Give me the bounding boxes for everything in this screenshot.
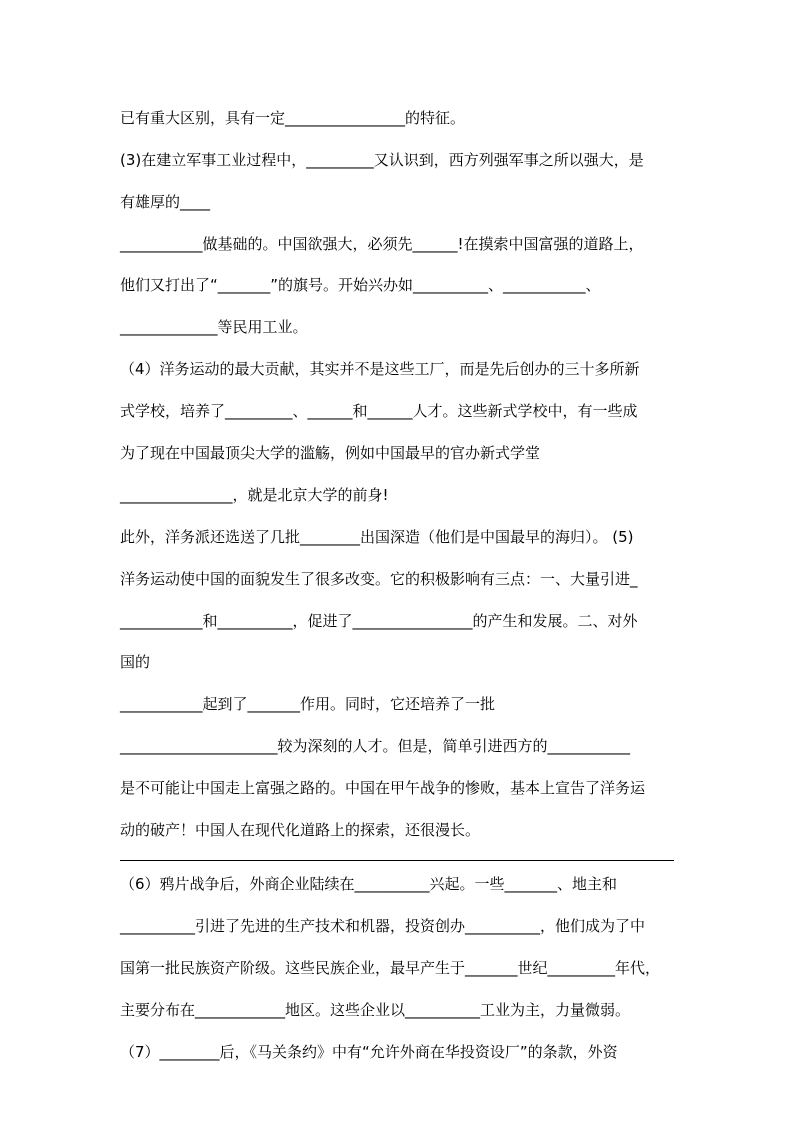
text-line: 国的 <box>120 653 151 671</box>
text-line: 洋务运动使中国的面貌发生了很多改变。它的积极影响有三点：一、大量引进_ <box>120 570 638 588</box>
text-line: 主要分布在____________地区。这些企业以__________工业为主，力量微弱。 <box>120 1001 631 1019</box>
text-line: （4）洋务运动的最大贡献，其实并不是这些工厂，而是先后创办的三十多所新 <box>120 360 640 378</box>
text-line: 已有重大区别，具有一定________________的特征。 <box>120 109 466 127</box>
text-line: 动的破产！中国人在现代化道路上的探索，还很漫长。 <box>120 821 481 839</box>
text-line: __________引进了先进的生产技术和机器，投资创办__________，他们成为了中 <box>120 917 646 935</box>
text-line: 式学校，培养了_________、______和______人才。这些新式学校中，有一些成 <box>120 402 638 420</box>
text-line: _______________，就是北京大学的前身! <box>120 486 389 504</box>
text-line: _____________________较为深刻的人才。但是，简单引进西方的___________ <box>120 737 631 755</box>
text-line: ___________和__________，促进了________________的产生和发展。二、对外 <box>120 612 638 630</box>
text-line: (3)在建立军事工业过程中，_________又认识到，西方列强军事之所以强大，是 <box>120 151 644 169</box>
text-line: （6）鸦片战争后，外商企业陆续在__________兴起。一些_______、地主和 <box>120 875 618 893</box>
text-line: ___________起到了_______作用。同时，它还培养了一批 <box>120 695 496 713</box>
text-line: 他们又打出了“_______”的旗号。开始兴办如__________、___________、 <box>120 276 601 294</box>
text-line: 为了现在中国最顶尖大学的滥觞，例如中国最早的官办新式学堂 <box>120 444 541 462</box>
text-line: _____________等民用工业。 <box>120 318 308 336</box>
horizontal-divider <box>120 860 674 861</box>
text-line: 国第一批民族资产阶级。这些民族企业，最早产生于_______世纪_________年代， <box>120 959 661 977</box>
text-line: （7）________后，《马关条约》中有“允许外商在华投资设厂”的条款，外资 <box>120 1043 618 1061</box>
text-line: ___________做基础的。中国欲强大，必须先______!在摸索中国富强的道路上， <box>120 235 644 253</box>
text-line: 是不可能让中国走上富强之路的。中国在甲午战争的惨败，基本上宣告了洋务运 <box>120 779 646 797</box>
text-line: 此外，洋务派还选送了几批________出国深造（他们是中国最早的海归）。 (5) <box>120 528 634 546</box>
text-line: 有雄厚的____ <box>120 193 211 211</box>
